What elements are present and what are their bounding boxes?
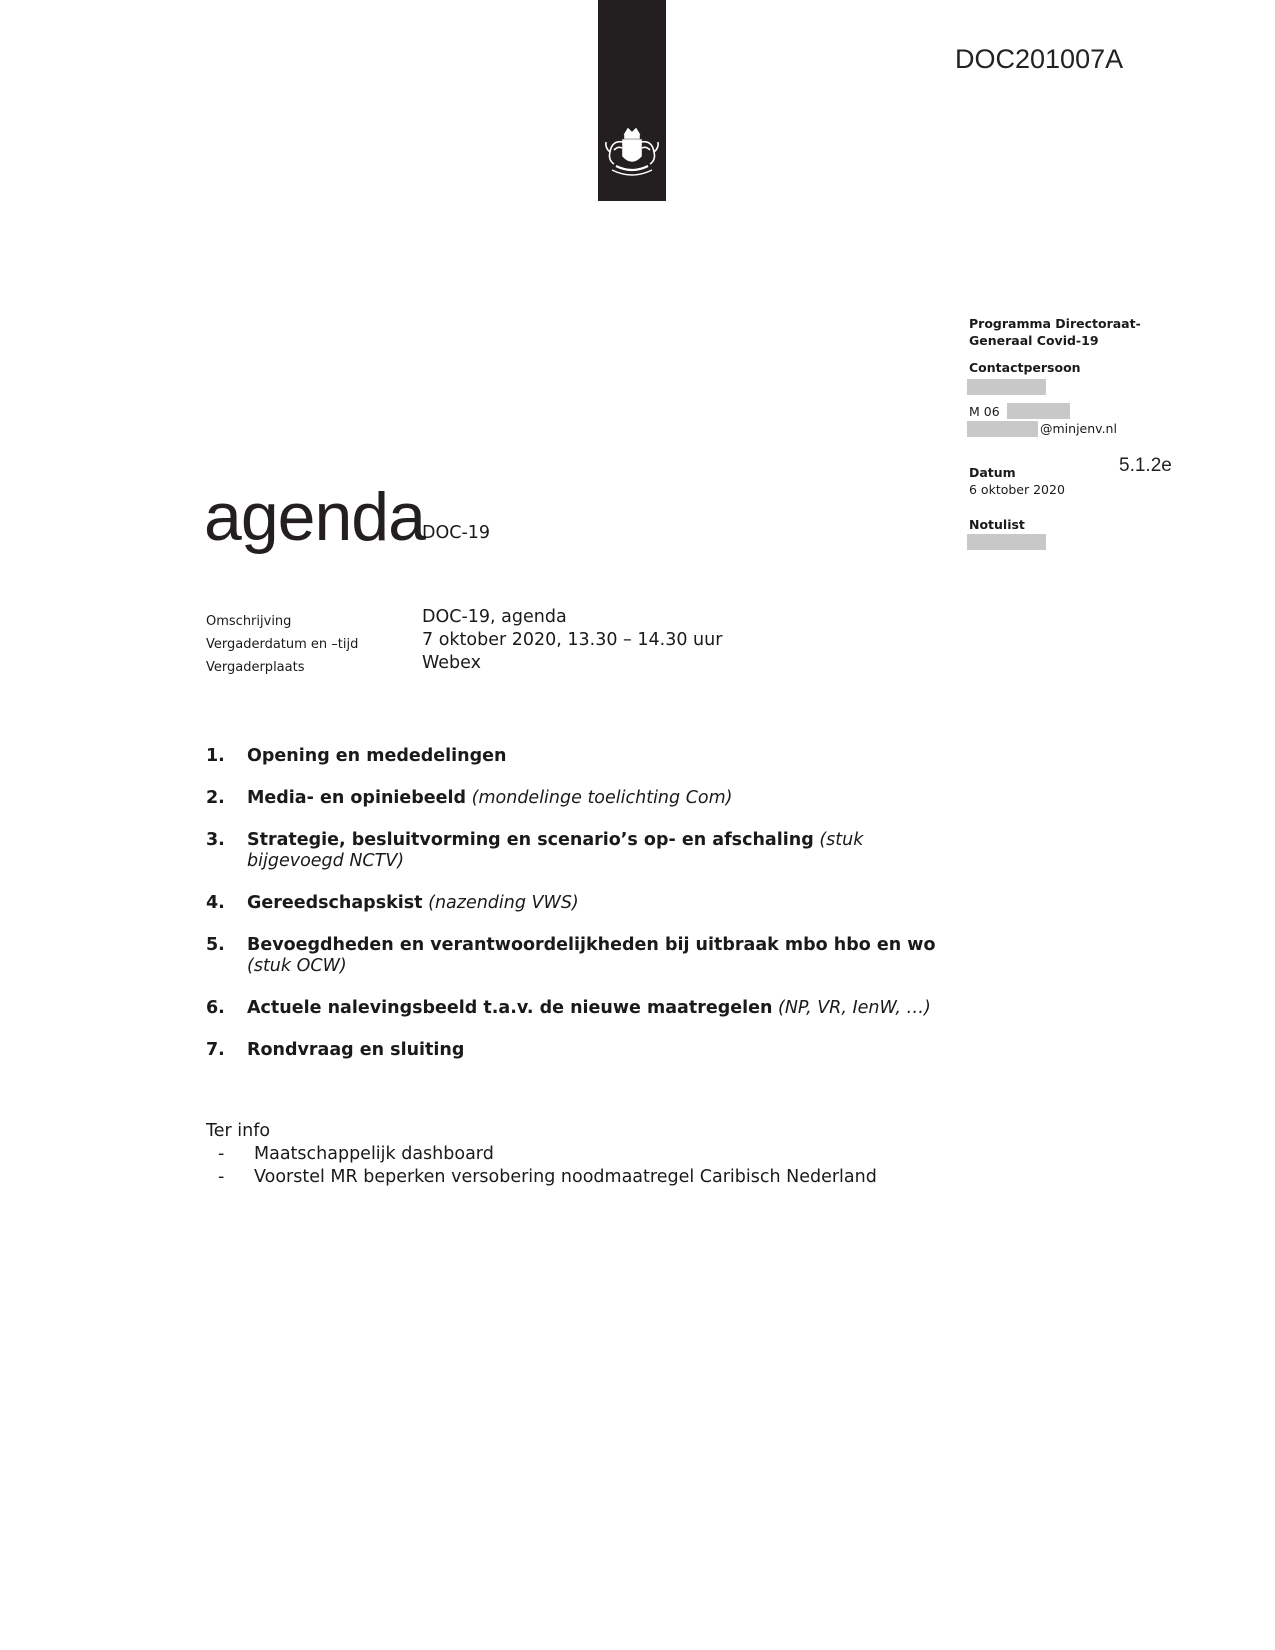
date-heading: Datum [969,465,1016,480]
agenda-item [206,830,866,872]
agenda-item-note: (nazending VWS) [428,893,579,913]
meta-label-description: Omschrijving [206,614,292,629]
agenda-item-number: 1. [206,746,225,766]
agenda-item-number: 5. [206,935,225,955]
organisation-line-2: Generaal Covid-19 [969,333,1099,348]
agenda-item-number: 3. [206,830,225,850]
redacted-minutes-taker [967,534,1046,550]
agenda-item [206,998,986,1019]
meta-label-location: Vergaderplaats [206,660,305,675]
document-title-code: DOC-19 [422,523,491,543]
agenda-item [206,788,966,809]
agenda-item-note: (stuk bijgevoegd NCTV) [247,830,864,871]
agenda-item-number: 7. [206,1040,225,1060]
email-domain: @minjenv.nl [1040,421,1117,436]
agenda-item-title: Actuele nalevingsbeeld t.a.v. de nieuwe maatregelen [247,998,773,1018]
agenda-item-number: 6. [206,998,225,1018]
agenda-item [206,746,966,767]
redaction-code: 5.1.2e [1119,455,1172,476]
info-list-item [218,1167,877,1187]
agenda-item-title: Rondvraag en sluiting [247,1040,465,1060]
agenda-item-title: Bevoegdheden en verantwoordelijkheden bij uitbraak mbo hbo en wo [247,935,936,955]
info-list-item [218,1144,494,1164]
info-item-text: Maatschappelijk dashboard [254,1144,494,1164]
meta-value-description: DOC-19, agenda [422,607,567,627]
agenda-item-number: 2. [206,788,225,808]
agenda-item-number: 4. [206,893,225,913]
redacted-phone [1007,403,1070,419]
meta-value-datetime: 7 oktober 2020, 13.30 – 14.30 uur [422,630,723,650]
government-logo-band [598,0,666,201]
document-code: DOC201007A [955,44,1124,74]
agenda-item [206,935,946,977]
agenda-item-note: (stuk OCW) [247,956,347,976]
phone-prefix: M 06 [969,404,1000,419]
meta-label-datetime: Vergaderdatum en –tijd [206,637,359,652]
redacted-contact-name [967,379,1046,395]
info-heading: Ter info [206,1121,271,1141]
organisation-line-1: Programma Directoraat- [969,316,1141,331]
document-title: agenda [204,479,425,555]
minutes-heading: Notulist [969,517,1025,532]
agenda-item-title: Strategie, besluitvorming en scenario’s op- en afschaling [247,830,814,850]
date-value: 6 oktober 2020 [969,482,1065,497]
agenda-item [206,893,966,914]
agenda-item-note: (NP, VR, IenW, …) [778,998,931,1018]
agenda-item-title: Media- en opiniebeeld [247,788,467,808]
agenda-item-title: Opening en mededelingen [247,746,507,766]
agenda-item-note: (mondelinge toelichting Com) [471,788,733,808]
agenda-item [206,1040,966,1061]
redacted-email-user [967,421,1038,437]
bullet-dash-icon: - [218,1144,225,1164]
info-item-text: Voorstel MR beperken versobering noodmaatregel Caribisch Nederland [254,1167,877,1187]
bullet-dash-icon: - [218,1167,225,1187]
meta-value-location: Webex [422,653,481,673]
coat-of-arms-icon [602,126,662,186]
agenda-item-title: Gereedschapskist [247,893,423,913]
contact-heading: Contactpersoon [969,360,1081,375]
